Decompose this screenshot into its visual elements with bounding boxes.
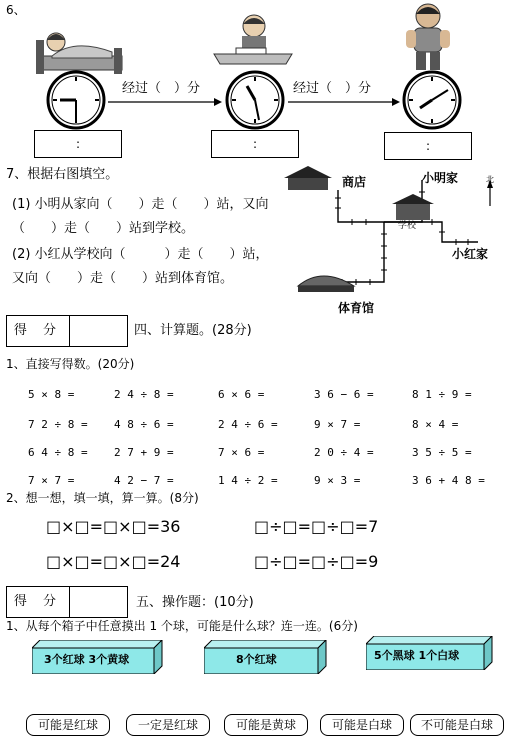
calc-item: 7 × 7 = [28,474,75,487]
section-4-sub-2: 2、想一想，填一填，算一算。(8分) [6,491,199,505]
option-possibly-white[interactable]: 可能是白球 [320,714,404,736]
calc-item: 9 × 3 = [314,474,361,487]
option-possibly-red[interactable]: 可能是红球 [26,714,110,736]
calc-item: 6 4 ÷ 8 = [28,446,88,459]
map-label-school: 学校 [398,221,417,231]
score-label: 得 分 [7,316,70,346]
time-answer-box-3[interactable]: : [384,132,472,160]
score-box-section-5 [6,586,128,618]
map-label-shop: 商店 [342,175,367,189]
q6-number: 6、 [6,3,26,17]
ball-box-1 [32,640,164,674]
option-possibly-yellow[interactable]: 可能是黄球 [224,714,308,736]
calc-item: 3 6 + 4 8 = [412,474,485,487]
score-input[interactable] [70,587,127,617]
sleeping-boy-illustration [34,22,126,77]
clock-2-icon [225,70,285,133]
score-box-section-4 [6,315,128,347]
arrow-1-label: 经过（ ）分 [122,81,201,96]
score-label: 得 分 [7,587,70,617]
calc-item: 4 2 − 7 = [114,474,174,487]
time-answer-box-1[interactable]: : [34,130,122,158]
clock-1-icon [46,70,106,133]
calc-item: 5 × 8 = [28,388,75,401]
fill-equation-2: □÷□=□÷□=7 [254,517,379,536]
fill-equation-3: □×□=□×□=24 [46,552,181,571]
ball-box-2 [204,640,328,674]
studying-boy-illustration [212,12,294,74]
calc-row-3 [28,446,498,464]
map-label-xiaoming-home: 小明家 [422,171,459,185]
arrow-2-label: 经过（ ）分 [293,81,372,96]
calc-item: 3 6 − 6 = [314,388,374,401]
section-5-sub-1: 1、从每个箱子中任意摸出 1 个球，可能是什么球？连一连。(6分) [6,619,358,633]
calc-row-4 [28,474,498,492]
q7-title: 7、根据右图填空。 [6,167,119,182]
calc-item: 8 × 4 = [412,418,459,431]
map-label-xiaohong-home: 小红家 [452,247,489,261]
ball-box-3 [366,636,494,670]
fill-equation-1: □×□=□×□=36 [46,517,181,536]
calc-item: 4 8 ÷ 6 = [114,418,174,431]
option-certainly-red[interactable]: 一定是红球 [126,714,210,736]
calc-item: 2 4 ÷ 8 = [114,388,174,401]
calc-item: 6 × 6 = [218,388,265,401]
section-5-title: 五、操作题：(10分) [136,595,254,610]
section-4-title: 四、计算题。(28分) [134,323,252,338]
calc-item: 1 4 ÷ 2 = [218,474,278,487]
fill-equation-4: □÷□=□÷□=9 [254,552,379,571]
route-map [282,162,502,320]
q7-line-3: (2) 小红从学校向（ ）走（ ）站， [12,247,269,262]
calc-item: 7 2 ÷ 8 = [28,418,88,431]
q7-line-1: (1) 小明从家向（ ）走（ ）站，又向 [12,197,269,212]
calc-row-1 [28,388,498,406]
score-input[interactable] [70,316,127,346]
ball-box-3-label: 5个黑球 1个白球 [374,649,460,662]
arrow-2-icon [288,96,400,108]
option-impossible-white[interactable]: 不可能是白球 [410,714,504,736]
standing-boy-illustration [400,2,456,74]
calc-row-2 [28,418,498,436]
calc-item: 8 1 ÷ 9 = [412,388,472,401]
clock-3-icon [402,70,462,133]
calc-item: 7 × 6 = [218,446,265,459]
calc-item: 3 5 ÷ 5 = [412,446,472,459]
ball-box-1-label: 3个红球 3个黄球 [44,653,130,666]
ball-box-2-label: 8个红球 [236,653,277,666]
calc-item: 2 7 + 9 = [114,446,174,459]
map-label-gym: 体育馆 [338,301,375,315]
section-4-sub-1: 1、直接写得数。(20分) [6,357,135,371]
calc-item: 2 4 ÷ 6 = [218,418,278,431]
arrow-1-icon [108,96,222,108]
q7-line-2: （ ）走（ ）站到学校。 [12,221,195,236]
calc-item: 9 × 7 = [314,418,361,431]
q7-line-4: 又向（ ）走（ ）站到体育馆。 [12,271,234,286]
map-label-north: 北 [486,175,494,184]
calc-item: 2 0 ÷ 4 = [314,446,374,459]
time-answer-box-2[interactable]: : [211,130,299,158]
